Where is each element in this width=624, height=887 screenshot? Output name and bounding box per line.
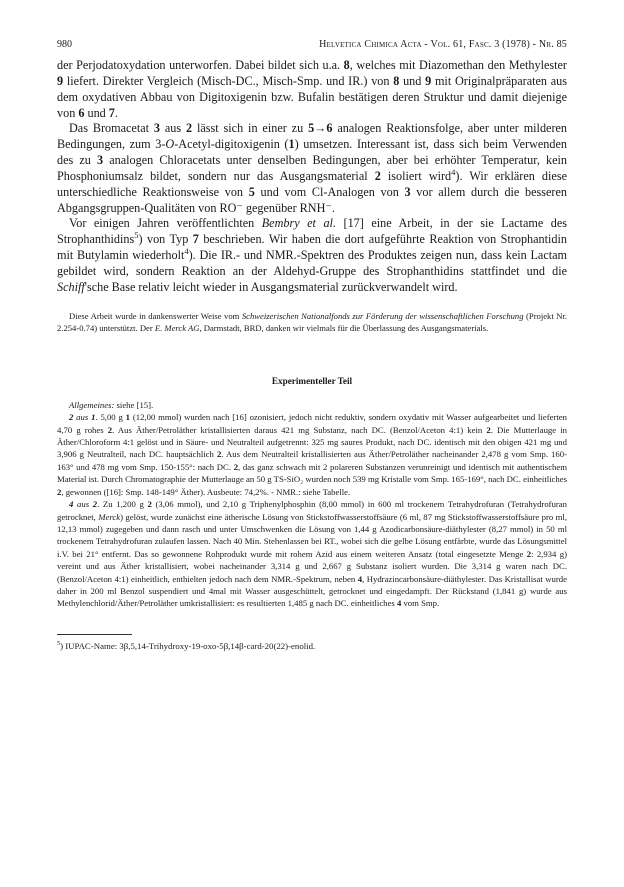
paragraph-3 xyxy=(57,216,567,295)
text-run: (3,06 mmol), und 2,10 g Triphenylphosphin (8,00 mmol) in 600 ml trockenem Tetrahydrofuran (Tetrahydrofuran getrocknet, xyxy=(57,499,568,522)
text-run: und vom Cl-Analogen von xyxy=(254,184,405,199)
text-run: ) von Typ xyxy=(138,232,193,247)
text-run: 9 xyxy=(57,73,64,88)
acknowledgement xyxy=(57,310,567,335)
text-run: 1 xyxy=(125,412,131,423)
page-header xyxy=(57,38,567,52)
text-run: und xyxy=(399,73,426,88)
footnote-marker: 5 xyxy=(57,640,61,647)
text-run: . xyxy=(114,105,118,120)
text-run: 8 xyxy=(343,58,350,72)
text-run: und xyxy=(84,105,109,120)
text-run: 3 xyxy=(97,153,104,168)
text-run: 3 xyxy=(153,121,160,136)
text-run: 7 xyxy=(192,232,199,247)
text-run: Allgemeines: xyxy=(69,399,115,410)
text-run: 2 xyxy=(526,548,532,559)
text-run: aus xyxy=(73,412,92,423)
text-run: 1 xyxy=(288,137,295,152)
text-run: 2 xyxy=(233,461,239,472)
text-run: -Acetyl-digitoxigenin ( xyxy=(174,137,289,152)
section-title: Experimenteller Teil xyxy=(271,375,353,386)
text-run: . 5,00 g xyxy=(95,412,126,423)
text-run: 2 xyxy=(186,121,193,136)
text-run: Diese Arbeit wurde in dankenswerter Weise vom xyxy=(69,310,242,321)
text-run: 3 xyxy=(404,184,411,199)
text-run: der Perjodatoxydation unterworfen. Dabei bildet sich u.a. xyxy=(57,58,344,72)
footnote-marker: 4 xyxy=(184,246,189,257)
text-run: 2 xyxy=(57,486,62,497)
text-run: . Aus Äther/Petroläther kristallisierten daraus 421 mg Substanz, nach DC. (Benzol/Aceton 4:1) kein xyxy=(112,424,487,435)
text-run: mit Originalpräparaten aus dem oxydativen Abbau von Digitoxigenin bzw. Bufalin bestätigen deren Struktur und damit diejenige von xyxy=(57,73,567,120)
text-run: Bembry et al. xyxy=(261,216,336,231)
text-run: ). Wir erklären diese unterschiedliche Reaktionsweise von xyxy=(57,168,567,199)
text-run: lässt sich in einer zu xyxy=(192,121,309,136)
text-run: aus xyxy=(73,499,93,510)
text-run: vor allem durch die besseren Abgangsgruppen-Qualitäten von RO⁻ gegenüber RNH⁻. xyxy=(57,184,567,215)
text-run: E. Merck AG xyxy=(154,323,200,334)
text-run: liefert. Direkter Vergleich (Misch-DC., Misch-Smp. und IR.) von xyxy=(63,73,394,88)
paper-page xyxy=(57,38,567,652)
text-run: , Hydrazincarbonsäure-diäthylester. Das Kristallisat wurde daher in 200 ml Benzol suspendiert und 4mal mit Wasser ausgeschüttelt, getrocknet und eingedampft. Der Rückstand (1,841 g) wurde aus Methylenchlorid/Äther/Petroläther umkristallisiert: es resultierten 1,485 g nach DC. einheitliches xyxy=(57,573,567,609)
text-run: aus xyxy=(160,121,187,136)
text-run: 2 xyxy=(92,499,98,510)
procedure-2-from-1 xyxy=(57,411,567,498)
text-run: vom Smp. xyxy=(401,598,440,609)
text-run: 2 xyxy=(147,499,152,510)
text-run: O xyxy=(165,137,175,152)
text-run: 2 xyxy=(486,424,491,435)
text-run: : 2,934 g) vereint und aus Äther kristallisiert, wobei nacheinander 3,314 g und 2,667 g Substanz isoliert wurden. Die 3,314 g waren nach DC. (Benzol/Aceton 4:1) einheitlich, enthielten jedoch nach dem NMR.-Spektrum, neben xyxy=(57,548,567,584)
text-run: (Projekt Nr. 2.254-0.74) unterstützt. Der xyxy=(57,310,567,334)
text-run: ) umsetzen. Interessant ist, dass sich beim Verwenden des zu xyxy=(57,137,567,168)
text-run: , welches mit Diazomethan den Methylester xyxy=(349,58,567,72)
text-run: 1 xyxy=(91,412,96,423)
text-run: 2 xyxy=(374,168,381,183)
text-run: 4 xyxy=(357,573,363,584)
text-run: (12,00 mmol) wurden nach [16] ozonisiert, jedoch nicht reduktiv, sondern oxydativ mit Wasser aufgearbeitet und lieferten 4,70 g rohes xyxy=(57,412,567,435)
text-run: Vor einigen Jahren veröffentlichten xyxy=(69,216,262,231)
text-run: 2 xyxy=(216,449,222,460)
paragraph-1 xyxy=(57,58,567,121)
body-text xyxy=(57,58,567,296)
page-number: 980 xyxy=(57,39,72,50)
text-run: . Die Mutterlauge in Äther/Chloroform 4:1 gelöst und in Säure- und Neutralteil aufgetrennt: 325 mg saures Produkt, nach DC. identisch mit den obigen 421 mg und 3,906 g Neutralteil, nach DC. hauptsächlich xyxy=(57,424,567,460)
footnote xyxy=(57,640,567,652)
text-run: analogen Reaktionsfolge, aber unter milderen Bedingungen, zum 3- xyxy=(57,121,568,152)
text-run: 8 xyxy=(393,73,400,88)
text-run: , das ganz schwach mit 2 polareren Substanzen verunreinigt und identisch mit authentischem Material ist. Durch Chromatographie der Mutterlauge an 50 g TS-SiO₂ wurden noch 539 mg Kristalle vom Smp. 165-169°, nach DC. einheitliches xyxy=(57,461,568,485)
text-run: Schweizerischen Nationalfonds zur Förderung der wissenschaftlichen Forschung xyxy=(241,310,524,321)
text-run: siehe [15]. xyxy=(114,399,154,410)
text-run: analogen Chloracetats unter denselben Bedingungen, aber bei erhöhter Temperatur, kein Phosphoniumsalz bildet, sondern nur das Ausgangsmaterial xyxy=(57,153,567,183)
text-run: [17] eine Arbeit, in der sie Lactame des Strophanthidins xyxy=(57,216,568,247)
paragraph-2 xyxy=(57,121,567,216)
text-run: ). Die IR.- und NMR.-Spektren des Produktes zeigen nun, dass kein Lactam gebildet wird, sondern Reaktion an der Aldehyd-Gruppe des Strophanthidins stattfindet und die xyxy=(57,248,568,278)
text-run: Schiff xyxy=(57,279,85,294)
running-title: Helvetica Chimica Acta - Vol. 61, Fasc. 3 (1978) - Nr. 85 xyxy=(319,39,567,50)
experimental-section xyxy=(57,399,567,610)
text-run: 7 xyxy=(108,105,115,120)
footnote-marker: 4 xyxy=(451,166,456,177)
text-run: 2 xyxy=(69,412,74,423)
text-run: isoliert wird xyxy=(380,168,452,183)
text-run: 6 xyxy=(78,105,85,120)
general-paragraph xyxy=(57,399,567,411)
text-run: ) IUPAC-Name: 3β,5,14-Trihydroxy-19-oxo-5β,14β-card-20(22)-enolid. xyxy=(60,640,316,651)
text-run: 5 xyxy=(248,184,255,199)
text-run: . Aus dem Neutralteil kristallisierten aus Äther/Petroläther nacheinander 2,478 g vom Smp. 160-163° und 478 mg vom Smp. 150-155°: nach DC. xyxy=(57,449,567,472)
procedure-4-from-2 xyxy=(57,498,567,610)
text-run: Merck xyxy=(98,511,121,522)
footnote-divider xyxy=(57,634,132,635)
text-run: , gewonnen ([16]: Smp. 148-149° Äther). Ausbeute: 74,2%. - NMR.: siehe Tabelle. xyxy=(61,486,351,497)
text-run: 9 xyxy=(425,73,432,88)
text-run: beschrieben. Wir haben die dort aufgeführte Reaktion von Strophantidin mit Butylamin wiederholt xyxy=(57,232,567,263)
text-run: . Zu 1,200 g xyxy=(97,499,148,510)
text-run: 4 xyxy=(69,499,74,510)
text-run: Das Bromacetat xyxy=(69,121,154,136)
text-run: ) gelöst, wurde zunächst eine ätherische Lösung von Stickstoffwasserstoffsäure (6 ml, 87 mg Stickstoffwasserstoffsäure pro ml, 12,13 mmol) zugegeben und dann rasch und unter Umschwenken die Lösung von 1,44 g Azodicarbonsäure-diäthylester (8,27 mmol) in 50 ml trockenem Tetrahydrofuran zulaufen lassen. Nach 40 Min. Stehenlassen bei RT., wobei sich die gelbe Lösung entfärbte, wurde das Lösungsmittel i.V. bei 21° entfernt. Das so gewonnene Rohprodukt wurde mit rohem Azid aus einem weiteren Ansatz (total eingesetzte Menge xyxy=(57,511,567,559)
footnote-marker: 5 xyxy=(134,230,139,241)
text-run: 'sche Base relativ leicht wieder in Ausgangsmaterial zurückverwandelt wird. xyxy=(84,279,458,294)
text-run: 2 xyxy=(107,424,113,435)
text-run: , Darmstadt, BRD, danken wir vielmals für die Überlassung des Ausgangsmaterials. xyxy=(199,323,489,334)
text-run: 5→6 xyxy=(308,121,333,136)
text-run: 4 xyxy=(396,598,402,609)
